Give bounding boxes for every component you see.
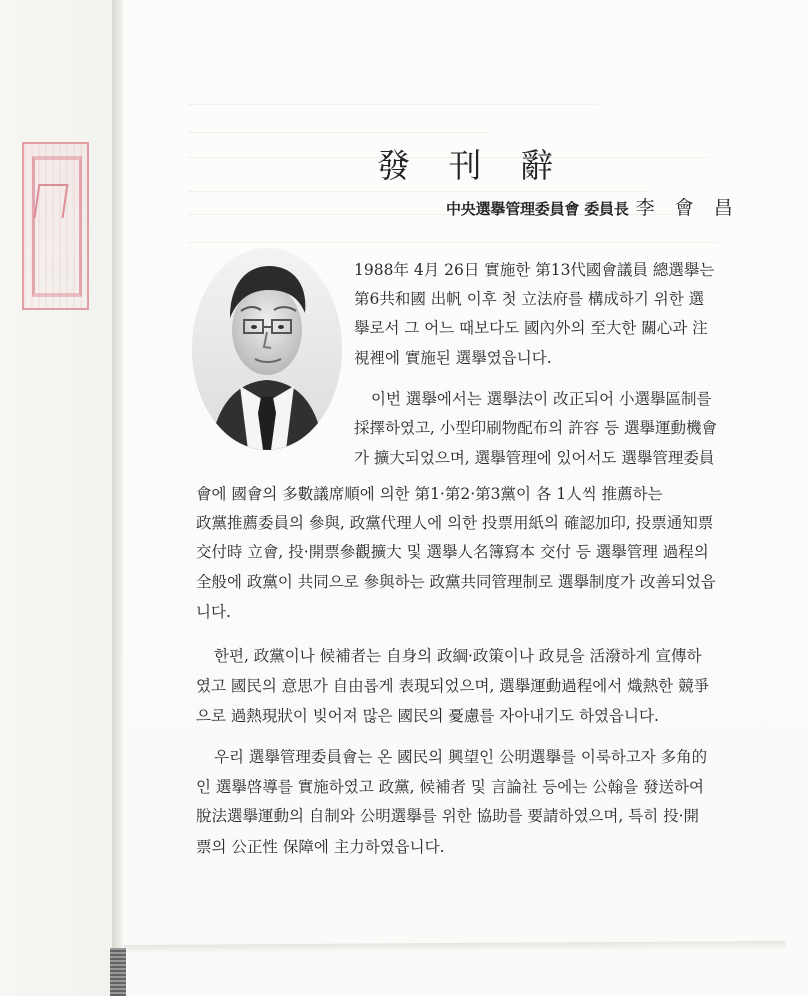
body-line: 한편, 政黨이나 候補者는 自身의 政綱·政策이나 政見을 活潑하게 宣傳하 (214, 647, 702, 665)
page-title: 發 刊 辭 (377, 146, 567, 186)
author-byline (446, 193, 740, 220)
author-name: 李 會 昌 (635, 197, 740, 219)
body-line: 인 選擧啓導를 實施하였고 政黨, 候補者 및 言論社 등에는 公翰을 發送하여 (196, 778, 704, 796)
body-line: 이번 選擧에서는 選擧法이 改正되어 小選擧區制를 (371, 390, 712, 408)
book-binding-corner (110, 948, 126, 996)
body-line: 交付時 立會, 投·開票參觀擴大 및 選擧人名簿寫本 交付 등 選擧管理 過程의 (196, 543, 709, 561)
seal-character-mark (34, 184, 69, 218)
author-role: 中央選擧管理委員會 委員長 (446, 200, 629, 218)
body-line: 採擇하였고, 小型印刷物配布의 許容 등 選擧運動機會 (354, 419, 718, 437)
body-line: 視裡에 實施된 選擧였읍니다. (354, 349, 552, 367)
body-line: 脫法選擧運動의 自制와 公明選擧를 위한 協助를 要請하였으며, 특히 投·開 (196, 807, 700, 825)
portrait-photo (192, 248, 342, 450)
red-seal-stamp (22, 142, 89, 310)
body-line: 우리 選擧管理委員會는 온 國民의 興望인 公明選擧를 이룩하고자 多角的 (214, 748, 708, 766)
body-line: 가 擴大되었으며, 選擧管理에 있어서도 選擧管理委員 (354, 449, 715, 467)
body-line: 票의 公正性 保障에 主力하였읍니다. (196, 838, 445, 856)
body-line: 1988年 4月 26日 實施한 第13代國會議員 總選擧는 (354, 261, 715, 279)
body-line: 였고 國民의 意思가 自由롭게 表現되었으며, 選擧運動過程에서 熾熱한 競爭 (196, 677, 710, 695)
left-page-edge (0, 0, 115, 996)
body-line: 으로 過熱現狀이 빚어져 많은 國民의 憂慮를 자아내기도 하였읍니다. (196, 707, 659, 725)
seal-inner-frame (32, 156, 82, 297)
body-line: 擧로서 그 어느 때보다도 國內外의 至大한 關心과 注 (354, 319, 708, 337)
body-line: 니다. (196, 603, 231, 621)
chairman-portrait (192, 248, 342, 450)
body-line: 第6共和國 出帆 이후 첫 立法府를 構成하기 위한 選 (354, 290, 705, 308)
body-line: 全般에 政黨이 共同으로 參與하는 政黨共同管理制로 選擧制度가 改善되었읍 (196, 573, 716, 591)
body-line: 會에 國會의 多數議席順에 의한 第1·第2·第3黨이 各 1人씩 推薦하는 (196, 485, 663, 503)
body-line: 政黨推薦委員의 參與, 政黨代理人에 의한 投票用紙의 確認加印, 投票通知票 (196, 514, 714, 532)
